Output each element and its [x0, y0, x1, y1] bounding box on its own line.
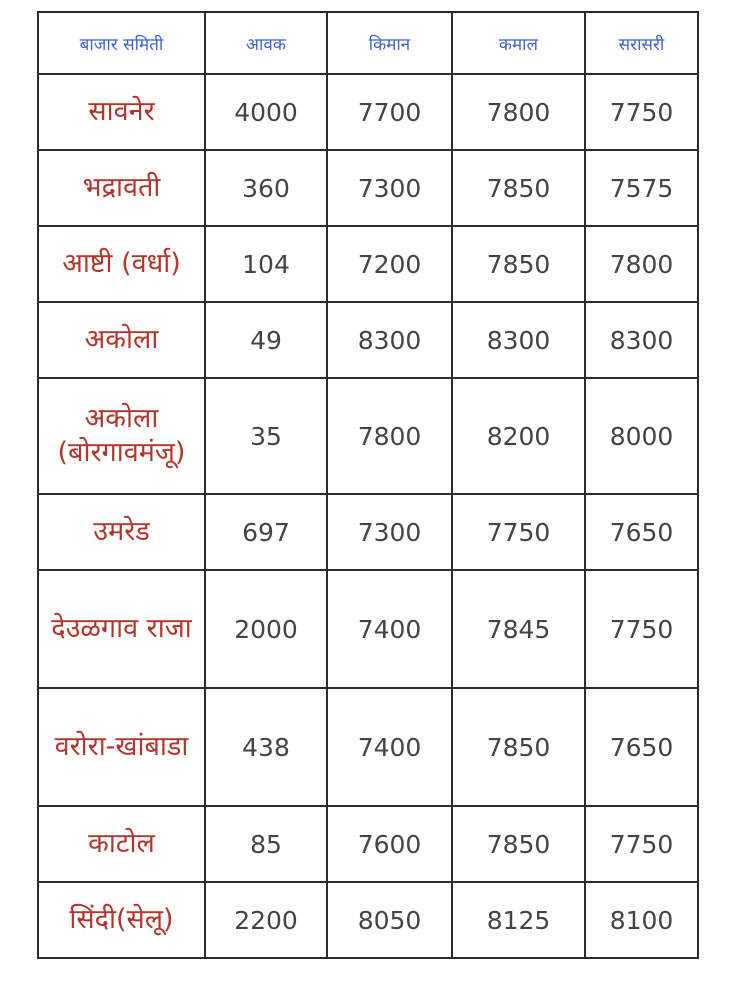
- table-row: [38, 150, 698, 226]
- min-price-cell: 7800: [327, 378, 452, 494]
- table-row: [38, 882, 698, 958]
- min-price-cell: 7300: [327, 150, 452, 226]
- avg-price-cell: 7750: [585, 806, 698, 882]
- min-price-cell: 8050: [327, 882, 452, 958]
- market-name: देउळगाव राजा: [38, 570, 205, 688]
- table-row: [38, 226, 698, 302]
- table-row: [38, 570, 698, 688]
- arrival-cell: 697: [205, 494, 327, 570]
- market-name: आष्टी (वर्धा): [38, 226, 205, 302]
- table-row: [38, 688, 698, 806]
- max-price-cell: 7850: [452, 688, 585, 806]
- header-avg: सरासरी: [585, 12, 698, 74]
- avg-price-cell: 8300: [585, 302, 698, 378]
- avg-price-cell: 7800: [585, 226, 698, 302]
- arrival-cell: 2000: [205, 570, 327, 688]
- table-row: [38, 806, 698, 882]
- market-name: सावनेर: [38, 74, 205, 150]
- header-min: किमान: [327, 12, 452, 74]
- arrival-cell: 35: [205, 378, 327, 494]
- market-name: अकोला: [38, 302, 205, 378]
- min-price-cell: 7200: [327, 226, 452, 302]
- table-row: [38, 302, 698, 378]
- market-price-table: [37, 11, 699, 959]
- market-name: काटोल: [38, 806, 205, 882]
- header-max: कमाल: [452, 12, 585, 74]
- avg-price-cell: 7650: [585, 494, 698, 570]
- max-price-cell: 8200: [452, 378, 585, 494]
- market-name: उमरेड: [38, 494, 205, 570]
- max-price-cell: 7750: [452, 494, 585, 570]
- avg-price-cell: 7650: [585, 688, 698, 806]
- arrival-cell: 438: [205, 688, 327, 806]
- market-name: सिंदी(सेलू): [38, 882, 205, 958]
- max-price-cell: 7850: [452, 806, 585, 882]
- min-price-cell: 8300: [327, 302, 452, 378]
- table-row: [38, 494, 698, 570]
- arrival-cell: 49: [205, 302, 327, 378]
- avg-price-cell: 8100: [585, 882, 698, 958]
- max-price-cell: 7850: [452, 226, 585, 302]
- header-arrival: आवक: [205, 12, 327, 74]
- max-price-cell: 7850: [452, 150, 585, 226]
- max-price-cell: 7845: [452, 570, 585, 688]
- max-price-cell: 7800: [452, 74, 585, 150]
- avg-price-cell: 7575: [585, 150, 698, 226]
- arrival-cell: 85: [205, 806, 327, 882]
- avg-price-cell: 8000: [585, 378, 698, 494]
- arrival-cell: 360: [205, 150, 327, 226]
- market-name: वरोरा-खांबाडा: [38, 688, 205, 806]
- avg-price-cell: 7750: [585, 74, 698, 150]
- min-price-cell: 7700: [327, 74, 452, 150]
- max-price-cell: 8125: [452, 882, 585, 958]
- arrival-cell: 2200: [205, 882, 327, 958]
- min-price-cell: 7400: [327, 688, 452, 806]
- avg-price-cell: 7750: [585, 570, 698, 688]
- table-row: [38, 74, 698, 150]
- max-price-cell: 8300: [452, 302, 585, 378]
- table-row: [38, 378, 698, 494]
- min-price-cell: 7300: [327, 494, 452, 570]
- min-price-cell: 7600: [327, 806, 452, 882]
- header-market: बाजार समिती: [38, 12, 205, 74]
- min-price-cell: 7400: [327, 570, 452, 688]
- market-name: भद्रावती: [38, 150, 205, 226]
- arrival-cell: 4000: [205, 74, 327, 150]
- arrival-cell: 104: [205, 226, 327, 302]
- market-name: अकोला (बोरगावमंजू): [38, 378, 205, 494]
- table-header-row: [38, 12, 698, 74]
